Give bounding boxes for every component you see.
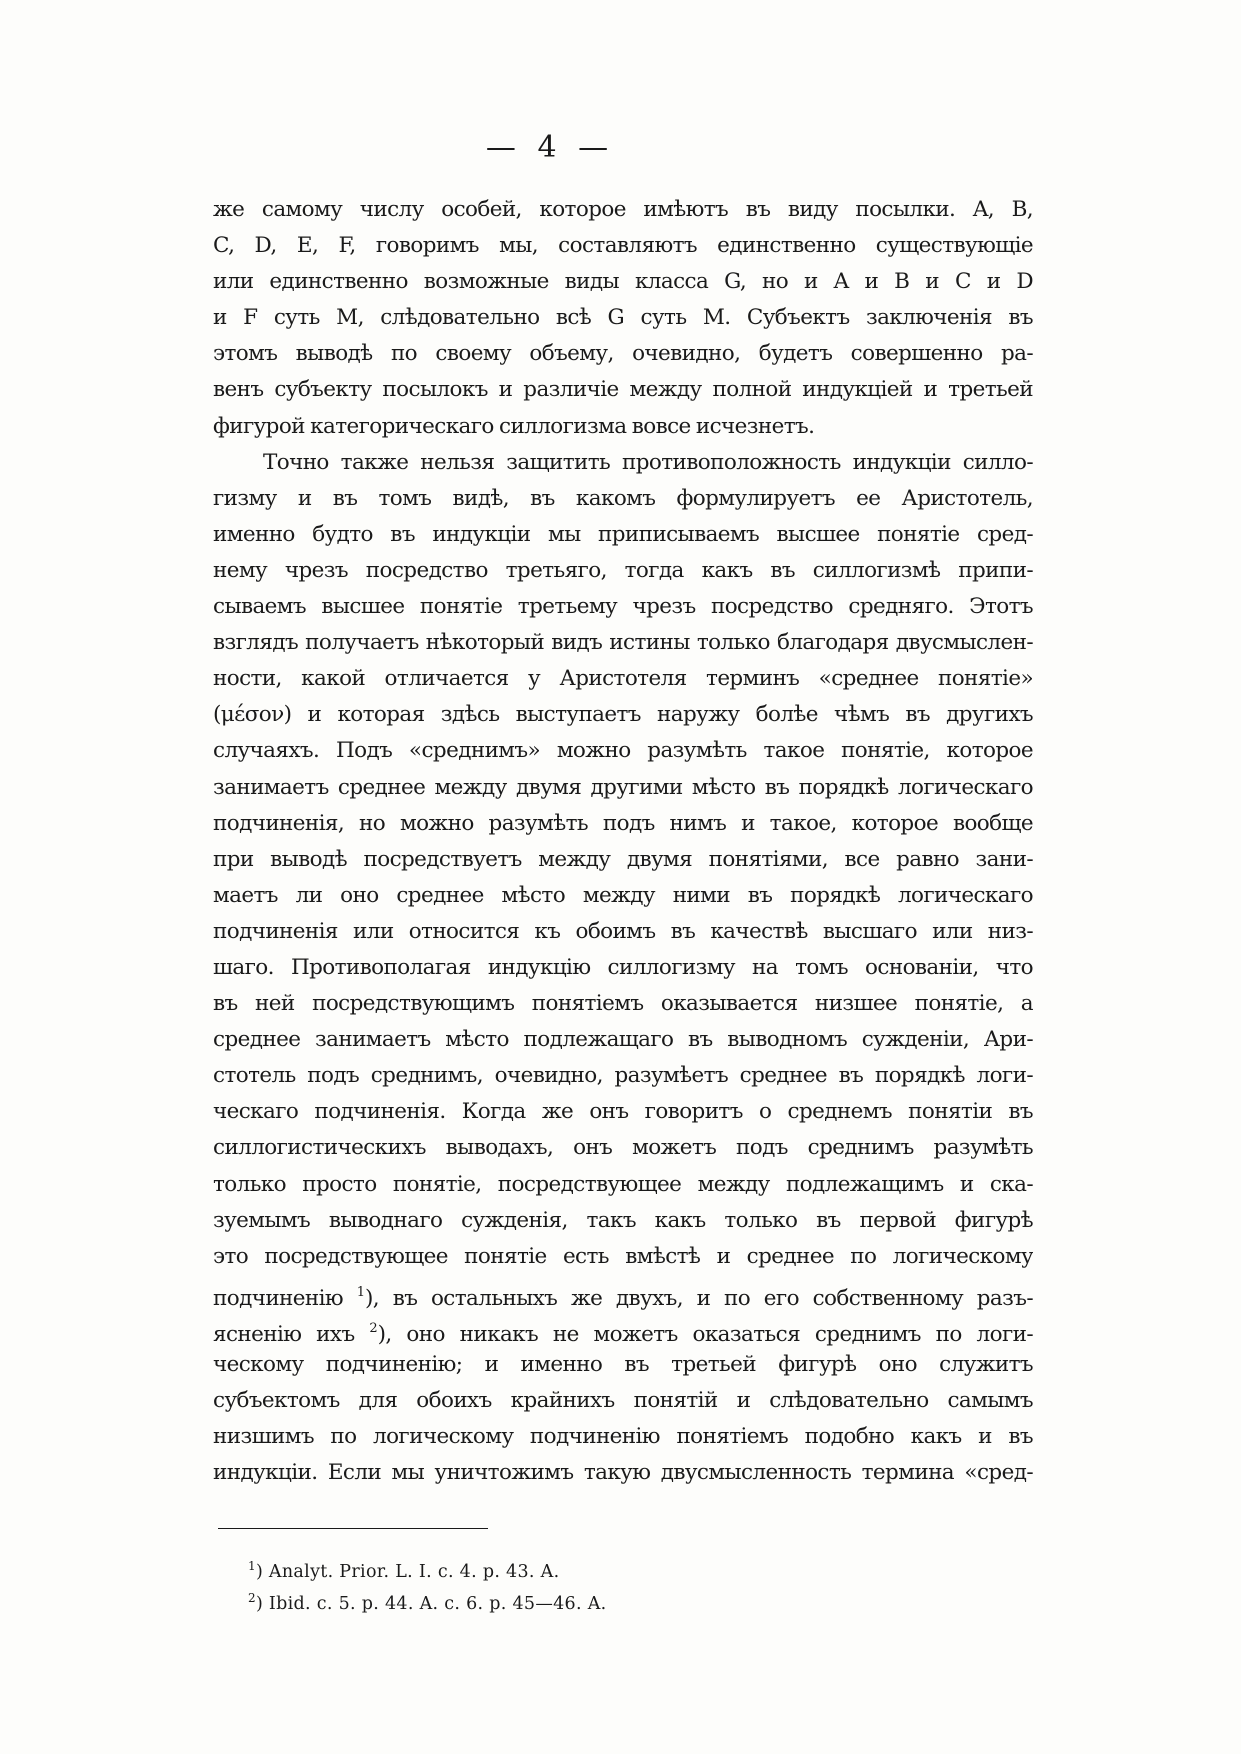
text-line: подчиненія или относится къ обоимъ въ качествѣ высшаго или низ- (213, 918, 1033, 944)
text-line: подчиненія, но можно разумѣть подъ нимъ и такое, которое вообще (213, 810, 1033, 836)
text-fragment: ясненію ихъ (213, 1321, 370, 1347)
text-line: же самому числу особей, которое имѣютъ въ виду посылки. A, B, (213, 197, 1033, 222)
text-line: ческому подчиненію; и именно въ третьей фигурѣ оно служитъ (213, 1352, 1033, 1377)
text-line-with-footnote-ref (213, 1311, 1033, 1347)
text-line: занимаетъ среднее между двумя другими мѣсто въ порядкѣ логическаго (213, 774, 1033, 800)
text-line: ности, какой отличается у Аристотеля терминъ «среднее понятіе» (213, 666, 1033, 692)
text-line: въ ней посредствующимъ понятіемъ оказывается низшее понятіе, а (213, 991, 1033, 1017)
paragraph-2 (213, 445, 1033, 1492)
text-line: или единственно возможные виды класса G, но и A и B и C и D (213, 269, 1033, 295)
text-line-with-footnote-ref (213, 1275, 1033, 1311)
text-fragment: подчиненію (213, 1285, 357, 1311)
text-line: именно будто въ индукціи мы приписываемъ высшее понятіе сред- (213, 521, 1033, 547)
footnote-mark: 1 (248, 1559, 256, 1573)
text-line: силлогистическихъ выводахъ, онъ можетъ подъ среднимъ разумѣть (213, 1135, 1033, 1161)
text-line: низшимъ по логическому подчиненію понятіемъ подобно какъ и въ (213, 1424, 1033, 1450)
text-line: венъ субъекту посылокъ и различіе между полной индукціей и третьей (213, 377, 1033, 403)
text-fragment: ), оно никакъ не можетъ оказаться среднимъ по логи- (377, 1321, 1033, 1347)
text-line: (μέσον) и которая здѣсь выступаетъ наружу болѣе чѣмъ въ другихъ (213, 702, 1033, 728)
text-line: среднее занимаетъ мѣсто подлежащаго въ выводномъ сужденіи, Ари- (213, 1027, 1033, 1053)
footnote-1 (248, 1550, 607, 1582)
text-line: этомъ выводѣ по своему объему, очевидно, будетъ совершенно ра- (213, 341, 1033, 367)
text-line: фигурой категорическаго силлогизма вовсе исчезнетъ. (213, 413, 815, 439)
text-line: сываемъ высшее понятіе третьему чрезъ посредство средняго. Этотъ (213, 594, 1033, 620)
body-text (213, 192, 1033, 1491)
text-line: взглядъ получаетъ нѣкоторый видъ истины только благодаря двусмыслен- (213, 630, 1033, 656)
footnote-2 (248, 1582, 607, 1614)
text-line: Точно также нельзя защитить противоположность индукціи силло- (263, 449, 1033, 475)
text-line: и F суть M, слѣдовательно всѣ G суть M. Субъектъ заключенія въ (213, 305, 1033, 331)
paragraph-1 (213, 192, 1033, 445)
text-line: шаго. Противополагая индукцію силлогизму на томъ основаніи, что (213, 954, 1033, 980)
footnote-divider (218, 1528, 488, 1529)
footnotes (248, 1550, 607, 1614)
text-fragment: ), въ остальныхъ же двухъ, и по его собственному разъ- (365, 1285, 1033, 1311)
text-line: C, D, E, F, говоримъ мы, составляютъ единственно существующіе (213, 233, 1033, 259)
text-line: при выводѣ посредствуетъ между двумя понятіями, все равно зани- (213, 846, 1033, 872)
page-number: — 4 — (485, 130, 615, 165)
text-line: только просто понятіе, посредствующее между подлежащимъ и ска- (213, 1171, 1033, 1197)
footnote-ref-1[interactable]: 1 (356, 1284, 365, 1300)
text-line: индукціи. Если мы уничтожимъ такую двусмысленность термина «сред- (213, 1460, 1033, 1486)
footnote-mark: 2 (248, 1591, 256, 1605)
text-line: гизму и въ томъ видѣ, въ какомъ формулируетъ ее Аристотель, (213, 485, 1033, 511)
text-line: это посредствующее понятіе есть вмѣстѣ и среднее по логическому (213, 1243, 1033, 1269)
text-line: нему чрезъ посредство третьяго, тогда какъ въ силлогизмѣ припи- (213, 557, 1033, 583)
footnote-text: ) Analyt. Prior. L. I. c. 4. p. 43. A. (255, 1562, 560, 1582)
text-line: зуемымъ выводнаго сужденія, такъ какъ только въ первой фигурѣ (213, 1207, 1033, 1233)
footnote-text: ) Ibid. c. 5. p. 44. A. c. 6. p. 45—46. A. (255, 1594, 607, 1614)
text-line: ческаго подчиненія. Когда же онъ говоритъ о среднемъ понятіи въ (213, 1099, 1033, 1125)
text-line: случаяхъ. Подъ «среднимъ» можно разумѣть такое понятіе, которое (213, 738, 1033, 764)
text-line: субъектомъ для обоихъ крайнихъ понятій и слѣдовательно самымъ (213, 1388, 1033, 1414)
footnote-ref-2[interactable]: 2 (369, 1320, 378, 1336)
text-line: стотель подъ среднимъ, очевидно, разумѣетъ среднее въ порядкѣ логи- (213, 1063, 1033, 1089)
text-line: маетъ ли оно среднее мѣсто между ними въ порядкѣ логическаго (213, 882, 1033, 908)
